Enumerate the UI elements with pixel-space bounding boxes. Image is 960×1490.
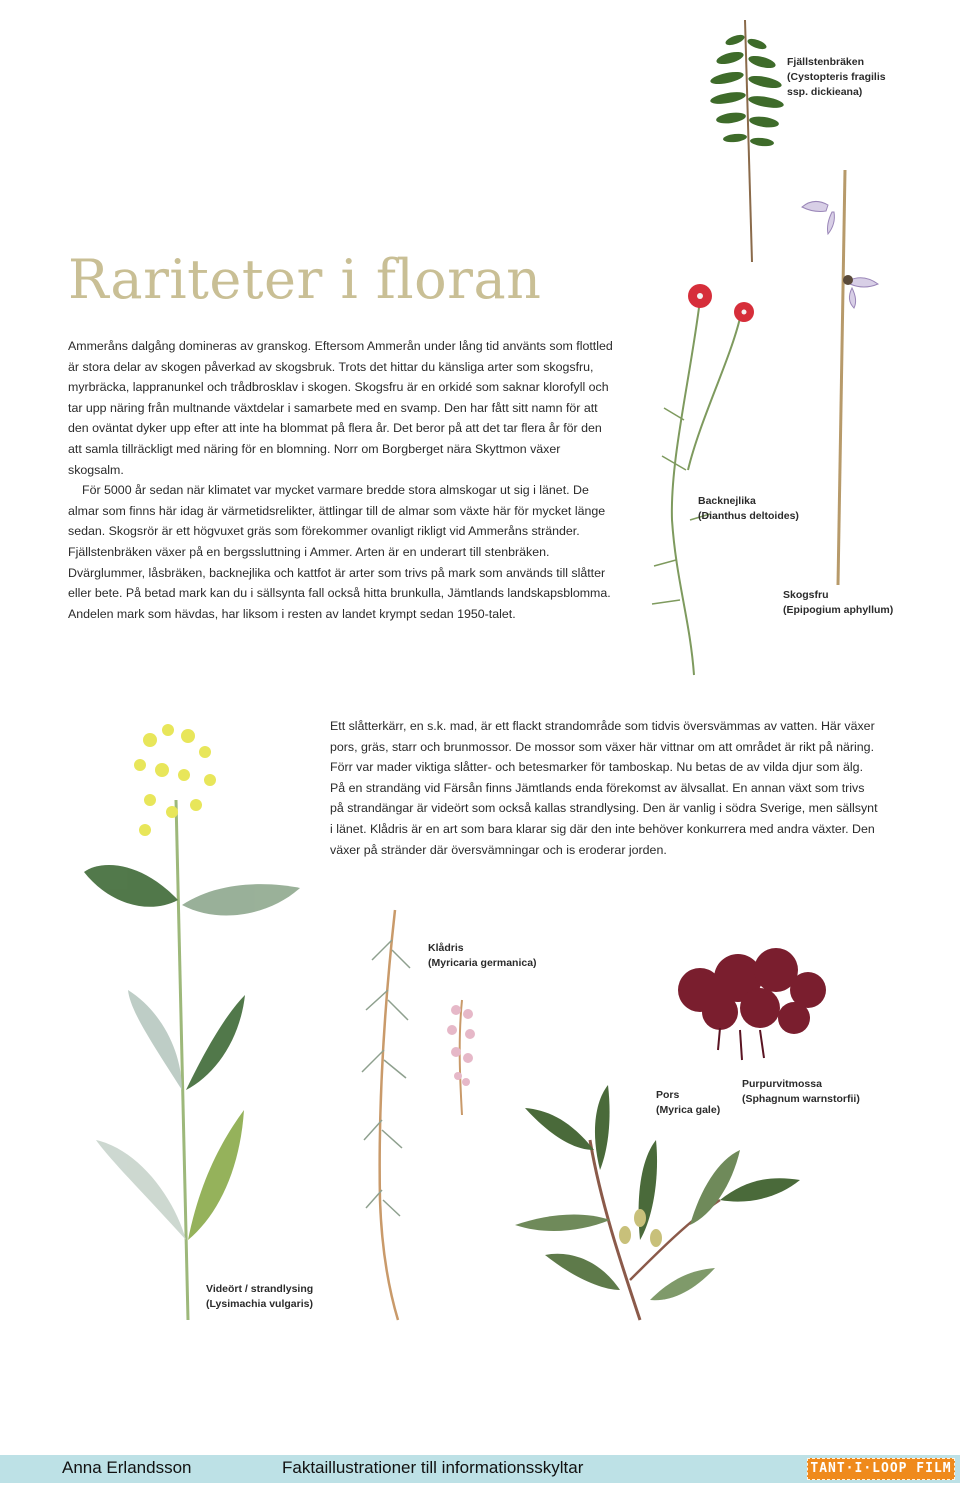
intro-paragraph-1: Ammeråns dalgång domineras av granskog. Eftersom Ammerån under lång tid använts som flottled är stora delar av skogen påverkad av skogsbruk. Trots det hittar du känsliga arter som skogsfru, myrbräcka, lappranunkel och trådbrosklav i skogen. Skogsfru är en orkidé som saknar klorofyll och tar upp näring från multnande växtdelar i samarbete med en svamp. Den har fått sitt namn för att den oväntat dyker upp efter att inte ha blommat på flera år. Det beror på att det tar flera år för den att samla tillräckligt med näring för en blomning. Norr om Borgberget nära Skyttmon växer skogsalm. (68, 339, 613, 477)
label-latin: (Cystopteris fragilis (787, 71, 886, 83)
intro-text (68, 336, 618, 624)
label-name: Backnejlika (698, 495, 756, 507)
footer-author: Anna Erlandsson (62, 1458, 192, 1477)
label-name: Purpurvitmossa (742, 1078, 822, 1090)
orchid-illustration (802, 170, 878, 585)
label-latin: (Lysimachia vulgaris) (206, 1298, 313, 1310)
label-latin: (Sphagnum warnstorfii) (742, 1093, 860, 1105)
label-fjallstenbraken (787, 55, 886, 100)
label-name: Skogsfru (783, 589, 829, 601)
intro-paragraph-2: För 5000 år sedan när klimatet var mycket varmare bredde stora almskogar ut sig i länet. De almar som finns här idag är värmetidsrelikter, ättlingar till de almar som växte här för mycket länge sedan. Skogsrör är ett högvuxet gräs som förekommer ovanligt rikligt vid Ammeråns stränder. Fjällstenbräken växer på en bergssluttning i Ammer. Arten är en underart till stenbräken. Dvärglummer, låsbräken, backnejlika och kattfot är arter som trivs på mark som används till slåtter eller bete. På betad mark kan du i sällsynta fall också hitta brunkulla, Jämtlands landskapsblomma. Andelen mark som hävdas, har liksom i resten av landet krympt sedan 1950-talet. (68, 483, 611, 621)
label-purpurvitmossa (742, 1077, 860, 1107)
label-name: Videört / strandlysing (206, 1283, 314, 1295)
label-name: Klådris (428, 942, 464, 954)
bog-myrtle-illustration (515, 1085, 800, 1320)
label-latin: (Myricaria germanica) (428, 957, 537, 969)
moss-illustration (678, 948, 826, 1060)
label-kladris (428, 941, 537, 971)
loosestrife-illustration (84, 724, 300, 1320)
footer-subject: Faktaillustrationer till informationsskyltar (282, 1458, 584, 1477)
tamarisk-illustration (362, 910, 475, 1320)
company-logo: TANT·I·LOOP FILM (807, 1458, 955, 1480)
pink-flower-illustration (652, 284, 754, 675)
label-pors (656, 1088, 720, 1118)
label-videort (206, 1282, 313, 1312)
label-name: Fjällstenbräken (787, 56, 865, 68)
wetland-paragraph: Ett slåtterkärr, en s.k. mad, är ett flackt strandområde som tidvis översvämmas av vatten. Här växer pors, gräs, starr och brunmossor. De mossor som växer här vittnar om att området är rikt på näring. Förr var mader viktiga slåtter- och betesmarker för tamboskap. Nu betas de av vilda djur som älg. På en strandäng vid Färsån finns Jämtlands enda förekomst av älvsallat. En annan växt som trivs på strandängar är videört som också kallas strandlysing. Den är vanlig i södra Sverige, men sällsynt i länet. Klådris är en art som bara klarar sig där den inte behöver konkurrera med andra växter. Den växer på stränder där översvämningar och is eroderar jorden. (330, 719, 878, 857)
label-latin: (Myrica gale) (656, 1104, 721, 1116)
label-latin: (Dianthus deltoides) (698, 510, 799, 522)
label-latin-2: ssp. dickieana) (787, 86, 863, 98)
label-latin: (Epipogium aphyllum) (783, 604, 894, 616)
label-name: Pors (656, 1089, 680, 1101)
label-backnejlika (698, 494, 799, 524)
fern-illustration (709, 20, 784, 262)
page-title: Rariteter i floran (68, 248, 542, 311)
label-skogsfru (783, 588, 893, 618)
